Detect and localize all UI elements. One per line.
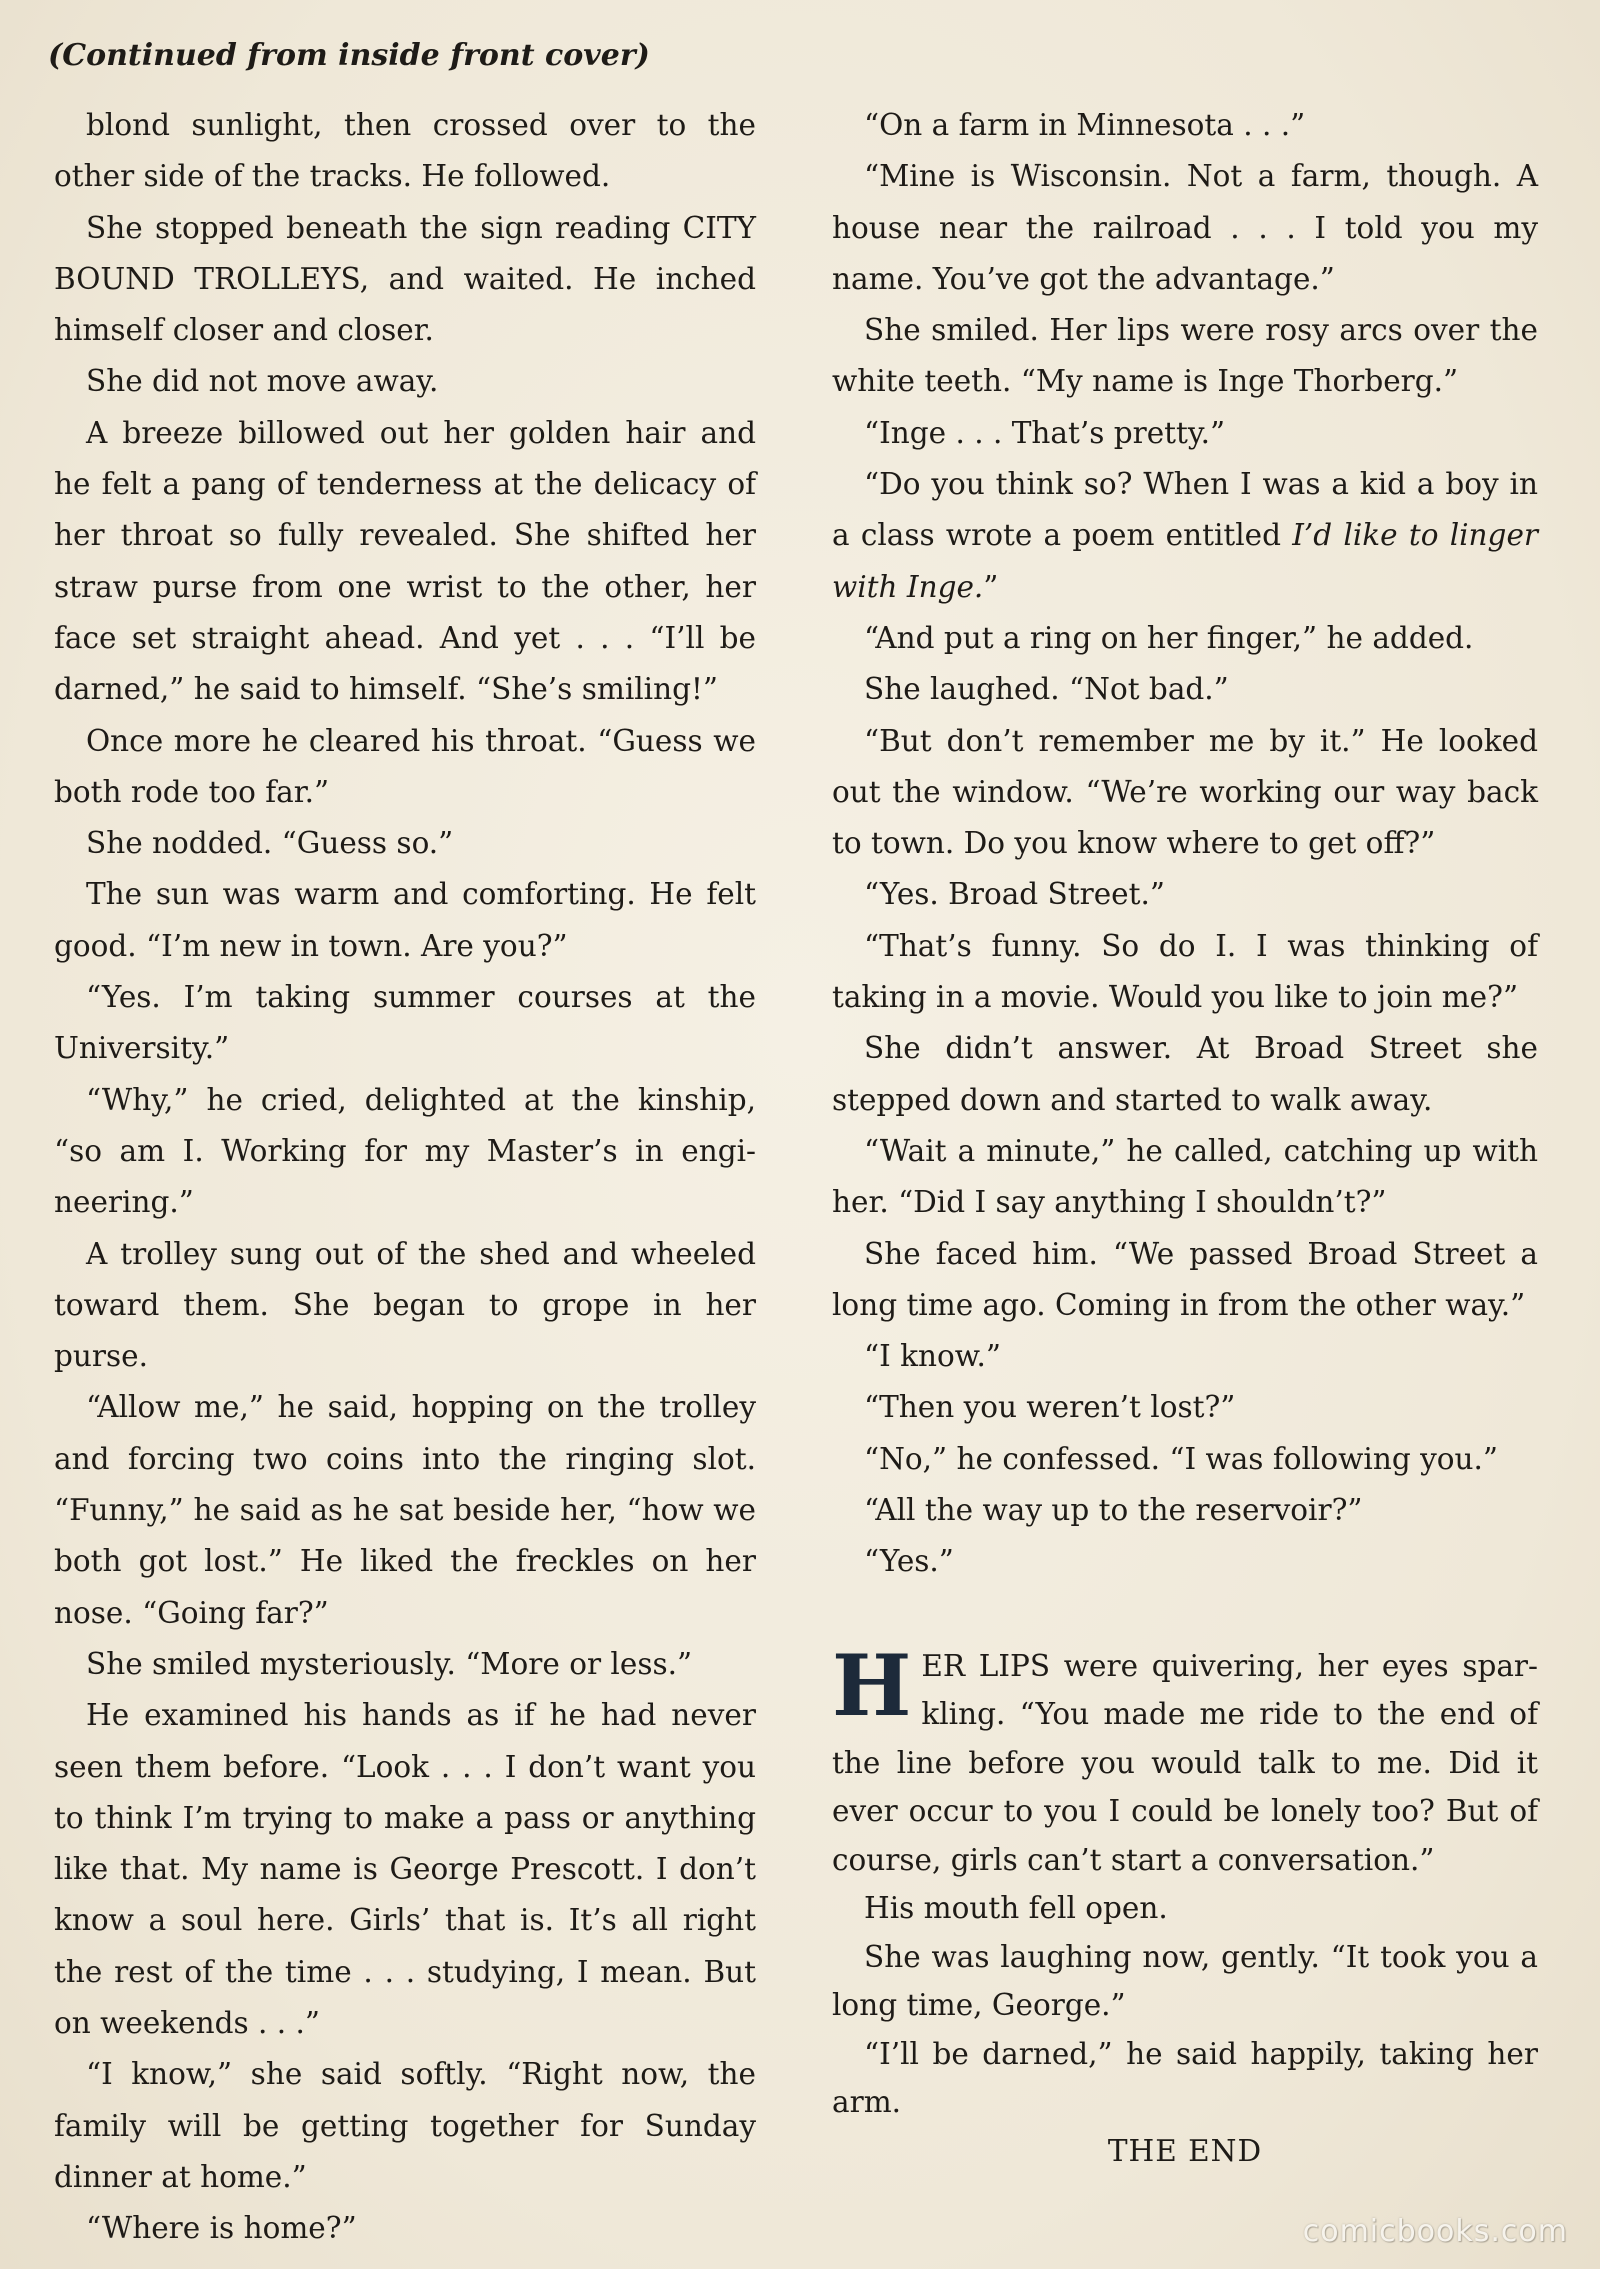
paragraph: “Then you weren’t lost?” — [864, 1390, 1236, 1425]
paragraph: “Yes. I’m taking summer courses at the University.” — [54, 980, 756, 1066]
final-section — [832, 1635, 1538, 2176]
paragraph: “Yes. Broad Street.” — [864, 877, 1165, 912]
paragraph: He examined his hands as if he had never seen them before. “Look . . . I don’t want you to think I’m trying to make a pass or anything like that. My name is George Prescott. I don’t know a soul here. Girls’ that is. It’s all right the rest of the time . . . studying, I mean. But on weekends . . .” — [54, 1698, 756, 2040]
paragraph: She smiled mysteriously. “More or less.” — [86, 1646, 693, 1681]
continued-header: (Continued from inside front cover) — [48, 38, 650, 73]
paragraph: She did not move away. — [86, 364, 439, 399]
paragraph: “And put a ring on her finger,” he added. — [864, 620, 1474, 655]
poem-title: I’d like to linger with Inge. — [832, 518, 1539, 604]
paragraph: “Wait a minute,” he called, catching up with her. “Did I say anything I shouldn’t?” — [832, 1133, 1538, 1220]
paragraph: A trolley sung out of the shed and wheeled toward them. She began to grope in her purse. — [54, 1236, 756, 1374]
dropcap-paragraph-text: ER LIPS were quivering, her eyes spar-kling. “You made me ride to the end of the line before you would talk to me. Did it ever occur to you I could be lonely too? But of course, girls can’t start a conversation.” — [832, 1648, 1538, 1877]
paragraph-poem — [832, 459, 1538, 613]
paragraph: She laughed. “Not bad.” — [864, 672, 1229, 707]
paragraph: She stopped beneath the sign reading CITY BOUND TROLLEYS, and waited. He inched himself closer and closer. — [54, 210, 756, 348]
paragraph: “Where is home?” — [86, 2211, 357, 2246]
paragraph: “I know.” — [864, 1339, 1001, 1374]
paragraph: blond sunlight, then crossed over to the other side of the tracks. He followed. — [54, 108, 756, 194]
paragraph: The sun was warm and comforting. He felt good. “I’m new in town. Are you?” — [54, 877, 756, 963]
paragraph: “Allow me,” he said, hopping on the trolley and forcing two coins into the ringing slot. “Funny,” he said as he sat beside her, “how we both got lost.” He liked the freckles on her nose. “Going far?” — [54, 1390, 756, 1630]
paragraph: “On a farm in Minnesota . . .” — [864, 108, 1306, 142]
dropcap-paragraph — [832, 1635, 1538, 1885]
paragraph: “Mine is Wisconsin. Not a farm, though. A house near the railroad . . . I told you my name. You’ve got the advantage.” — [832, 159, 1538, 296]
paragraph: His mouth fell open. — [864, 1891, 1168, 1926]
paragraph: “That’s funny. So do I. I was thinking of taking in a movie. Would you like to join me?” — [832, 928, 1538, 1015]
paragraph: A breeze billowed out her golden hair and he felt a pang of tenderness at the delicacy of her throat so fully revealed. She shifted her straw purse from one wrist to the other, her face set straight ahead. And yet . . . “I’ll be darned,” he said to himself. “She’s smiling!” — [54, 415, 756, 707]
right-column — [832, 100, 1538, 2175]
site-watermark: comicbooks.com — [1302, 2214, 1568, 2249]
paragraph: “Why,” he cried, delighted at the kinship, “so am I. Working for my Master’s in engi-neering.” — [54, 1082, 756, 1220]
poem-text-before: “Do you think so? When I was a kid a boy in a class wrote a poem entitled — [832, 467, 1538, 553]
paragraph: She didn’t answer. At Broad Street she stepped down and started to walk away. — [832, 1031, 1538, 1117]
paragraph: She smiled. Her lips were rosy arcs over the white teeth. “My name is Inge Thorberg.” — [832, 313, 1538, 399]
paragraph: “No,” he confessed. “I was following you.” — [864, 1441, 1498, 1476]
paragraph: Once more he cleared his throat. “Guess we both rode too far.” — [54, 723, 756, 809]
poem-text-after: ” — [983, 569, 999, 604]
paragraph: “Yes.” — [864, 1544, 954, 1579]
drop-cap: H — [832, 1635, 912, 1735]
paragraph: She faced him. “We passed Broad Street a long time ago. Coming in from the other way.” — [832, 1236, 1538, 1322]
paragraph: “I know,” she said softly. “Right now, the family will be getting together for Sunday dinner at home.” — [54, 2057, 756, 2194]
paragraph: “But don’t remember me by it.” He looked out the window. “We’re working our way back to town. Do you know where to get off?” — [832, 723, 1538, 861]
the-end: THE END — [1107, 2133, 1263, 2168]
left-column — [54, 100, 756, 2254]
paragraph: “All the way up to the reservoir?” — [864, 1493, 1363, 1528]
paragraph: “I’ll be darned,” he said happily, taking her arm. — [832, 2036, 1538, 2120]
paragraph: She was laughing now, gently. “It took you a long time, George.” — [832, 1939, 1538, 2023]
paragraph: “Inge . . . That’s pretty.” — [864, 415, 1226, 450]
paragraph: She nodded. “Guess so.” — [86, 826, 454, 861]
